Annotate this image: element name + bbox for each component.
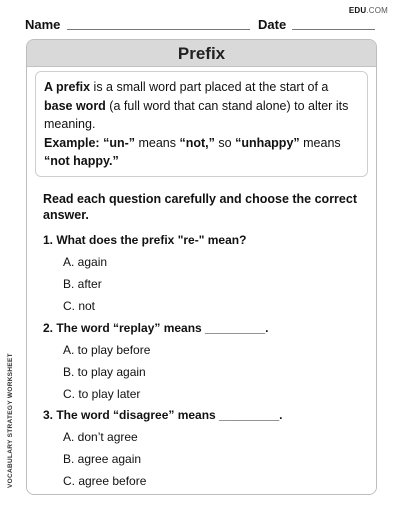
name-line[interactable] (67, 29, 250, 30)
q1-option-c[interactable]: C. not (63, 299, 96, 313)
date-line[interactable] (292, 29, 375, 30)
q1-option-a[interactable]: A. again (63, 255, 108, 269)
q2-option-b[interactable]: B. to play again (63, 365, 146, 379)
definition-text-1: is a small word part placed at the start of a (90, 80, 329, 94)
instructions: Read each question carefully and choose the correct answer. (43, 192, 357, 222)
brand-logo (349, 6, 388, 15)
worksheet-title: Prefix (27, 40, 376, 67)
prefix-term: A prefix (44, 80, 91, 94)
date-label: Date (258, 17, 287, 32)
example-text-1: means (135, 135, 180, 150)
q2-option-c[interactable]: C. to play later (63, 387, 141, 401)
example-text-3: means (299, 135, 341, 150)
name-label: Name (25, 17, 61, 32)
question-1: 1. What does the prefix "re-" mean? (43, 233, 247, 247)
name-date-bar (25, 17, 375, 33)
brand-part2: .COM (366, 6, 388, 15)
example-not: “not,” (179, 135, 215, 150)
side-label: VOCABULARY STRATEGY WORKSHEET (7, 353, 14, 488)
example-text-2: so (214, 135, 236, 150)
example-un: “un-” (99, 135, 136, 150)
definition-box (35, 71, 368, 177)
question-2: 2. The word “replay” means _________. (43, 321, 269, 335)
example-label: Example: (44, 135, 100, 150)
worksheet-card (26, 39, 377, 495)
q3-option-a[interactable]: A. don’t agree (63, 430, 138, 444)
question-3: 3. The word “disagree” means _________. (43, 408, 283, 422)
base-word-term: base word (44, 98, 106, 113)
example-unhappy: “unhappy” (235, 135, 300, 150)
q3-option-c[interactable]: C. agree before (63, 474, 147, 488)
worksheet-body (27, 67, 376, 494)
q3-option-b[interactable]: B. agree again (63, 452, 142, 466)
example-not-happy: “not happy.” (44, 154, 119, 168)
definition-text-2: (a full word that can stand alone) to alter its meaning. (44, 98, 349, 131)
q1-option-b[interactable]: B. after (63, 277, 102, 291)
brand-part1: EDU (348, 6, 367, 15)
q2-option-a[interactable]: A. to play before (63, 343, 151, 357)
